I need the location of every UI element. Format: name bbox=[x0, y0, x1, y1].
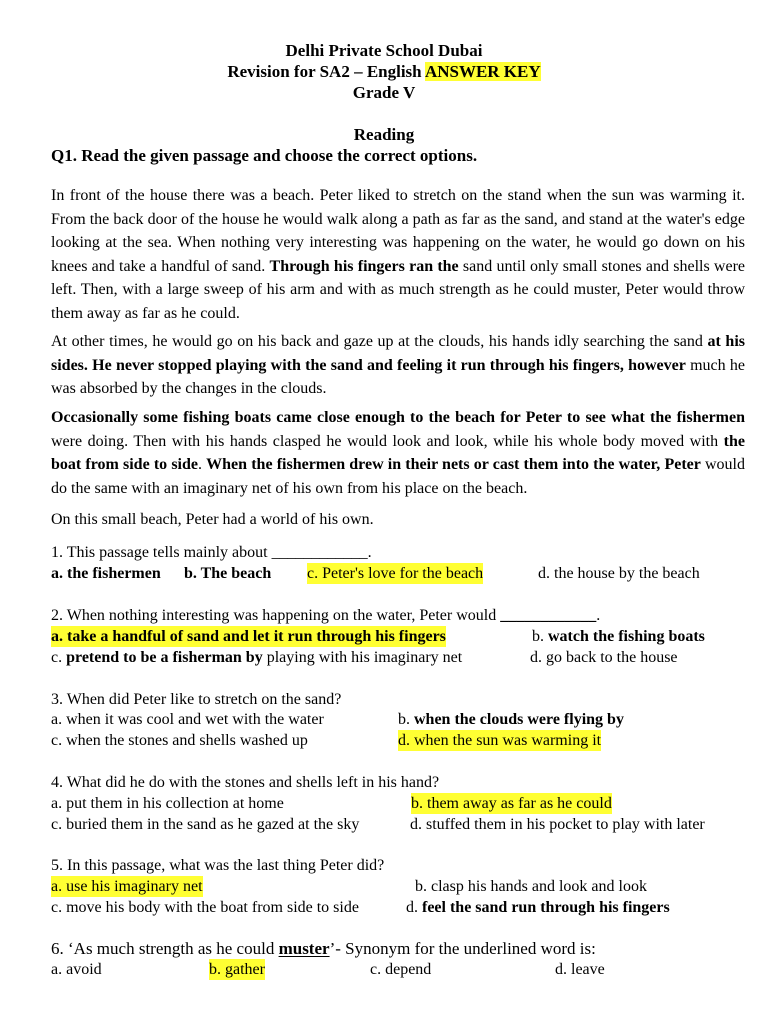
passage-paragraph-1 bbox=[51, 184, 745, 325]
q5-option-d bbox=[406, 897, 670, 918]
q2-text-end: . bbox=[596, 607, 601, 624]
revision-prefix: Revision for SA2 – English bbox=[227, 62, 425, 81]
q4-option-c: c. buried them in the sand as he gazed at the sky bbox=[51, 816, 360, 833]
q2-text: 2. When nothing interesting was happening on the water, Peter would bbox=[51, 607, 501, 624]
q2-option-c-rest: playing with his imaginary net bbox=[262, 649, 463, 666]
q1-title: Q1. Read the given passage and choose the correct options. bbox=[51, 146, 478, 165]
q4-option-a: a. put them in his collection at home bbox=[51, 795, 284, 812]
p3-bold-3: When the fishermen drew in their nets or cast them into the water, Peter bbox=[206, 456, 701, 473]
q3-option-c: c. when the stones and shells washed up bbox=[51, 732, 308, 749]
q6-text: 6. ‘As much strength as he could bbox=[51, 939, 279, 958]
q2-option-d: d. go back to the house bbox=[530, 649, 678, 666]
q6-option-c: c. depend bbox=[370, 961, 432, 978]
q5-options-row-2 bbox=[51, 897, 731, 918]
q5-option-c: c. move his body with the boat from side to side bbox=[51, 899, 359, 916]
q2-option-b-text: watch the fishing boats bbox=[548, 628, 705, 645]
header bbox=[0, 40, 768, 103]
q1-option-d: d. the house by the beach bbox=[538, 565, 700, 582]
q2-option-c-prefix: c. bbox=[51, 649, 67, 666]
revision-title bbox=[0, 61, 768, 82]
p2-bold: at his sides. He never stopped playing with the sand and feeling it run through his fingers, however bbox=[51, 333, 745, 374]
q5-option-b: b. clasp his hands and look and look bbox=[415, 878, 647, 895]
q5-options-row-1 bbox=[51, 876, 731, 897]
p1-part-a: In front of the house there was a beach. Peter liked to stretch on the stand when the sun was warming it. From the back door of the house he would walk along a path as far as the sand, and stand at the water's edge looking at the sea. When nothing very interesting was happening on the water, he would go down on his knees and take a handful of sand. bbox=[51, 187, 745, 275]
p1-bold: Through his fingers ran the bbox=[269, 257, 459, 275]
q2-blank: ____________ bbox=[500, 607, 597, 624]
passage-paragraph-3 bbox=[51, 406, 745, 500]
q1-option-c-answer: c. Peter's love for the beach bbox=[307, 565, 484, 582]
q2-options-row-1 bbox=[51, 626, 731, 647]
answer-key-label: ANSWER KEY bbox=[424, 62, 541, 81]
q6-text-end: ’- Synonym for the underlined word is: bbox=[329, 939, 596, 958]
q1-option-a: a. the fishermen bbox=[51, 565, 161, 582]
q4-options-row-1 bbox=[51, 793, 741, 814]
q5-option-d-prefix: d. bbox=[406, 899, 422, 916]
q3-option-b bbox=[398, 709, 624, 730]
q3-option-b-prefix: b. bbox=[398, 711, 414, 728]
p1-part-c: sand until only small stones and shells were left. Then, with a large sweep of his arm and with as much strength as he could muster, Peter would throw them away as far as he could. bbox=[51, 257, 746, 322]
passage-paragraph-2 bbox=[51, 330, 745, 401]
q2-question bbox=[51, 605, 600, 626]
q1-question: 1. This passage tells mainly about ____________. bbox=[51, 544, 372, 561]
q3-option-a: a. when it was cool and wet with the water bbox=[51, 711, 324, 728]
grade-label: Grade V bbox=[352, 83, 416, 102]
q3-options-row-1 bbox=[51, 709, 731, 730]
p3-bold-2: the boat from side to side bbox=[51, 432, 745, 473]
q2-options-row-2 bbox=[51, 647, 731, 668]
p3-bold-1: Occasionally some fishing boats came close enough to the beach for Peter to see what the fishermen bbox=[51, 409, 745, 426]
q5-question: 5. In this passage, what was the last thing Peter did? bbox=[51, 857, 385, 874]
p2-part-a: At other times, he would go on his back and gaze up at the clouds, his hands idly searching the sand bbox=[51, 333, 708, 350]
q4-options-row-2 bbox=[51, 814, 741, 835]
q6-options bbox=[51, 959, 731, 980]
q5-option-d-text: feel the sand run through his fingers bbox=[422, 899, 670, 916]
q6-option-a: a. avoid bbox=[51, 961, 102, 978]
q4-option-b-answer: b. them away as far as he could bbox=[411, 795, 612, 812]
q2-option-b-prefix: b. bbox=[532, 628, 548, 645]
q6-option-b-answer: b. gather bbox=[209, 961, 265, 978]
q6-underlined-word: muster bbox=[278, 939, 330, 958]
school-name: Delhi Private School Dubai bbox=[285, 41, 483, 60]
p3-part-d: . bbox=[198, 456, 207, 473]
q2-option-a-answer: a. take a handful of sand and let it run through his fingers bbox=[51, 628, 446, 645]
q3-option-b-text: when the clouds were flying by bbox=[414, 711, 624, 728]
q3-options-row-2 bbox=[51, 730, 731, 751]
q4-question: 4. What did he do with the stones and shells left in his hand? bbox=[51, 774, 440, 791]
q6-question bbox=[51, 938, 596, 959]
p3-part-f: would do the same with an imaginary net of his own from his place on the beach. bbox=[51, 456, 745, 497]
q6-option-d: d. leave bbox=[555, 961, 605, 978]
q1-options bbox=[51, 563, 731, 584]
q4-option-d: d. stuffed them in his pocket to play with later bbox=[410, 816, 705, 833]
q2-option-b bbox=[532, 626, 705, 647]
section-title: Reading bbox=[353, 125, 415, 144]
p3-part-b: were doing. Then with his hands clasped he would look and look, while his whole body moved with bbox=[51, 432, 724, 450]
passage-paragraph-4: On this small beach, Peter had a world of his own. bbox=[51, 511, 374, 528]
q2-option-c-bold: pretend to be a fisherman by bbox=[66, 649, 263, 666]
q2-option-c bbox=[51, 647, 462, 668]
p2-part-c: much he was absorbed by the changes in the clouds. bbox=[51, 356, 745, 397]
q3-question: 3. When did Peter like to stretch on the sand? bbox=[51, 691, 342, 708]
q5-option-a-answer: a. use his imaginary net bbox=[51, 878, 203, 895]
q3-option-d-answer: d. when the sun was warming it bbox=[398, 732, 602, 749]
q1-option-b: b. The beach bbox=[184, 565, 272, 582]
